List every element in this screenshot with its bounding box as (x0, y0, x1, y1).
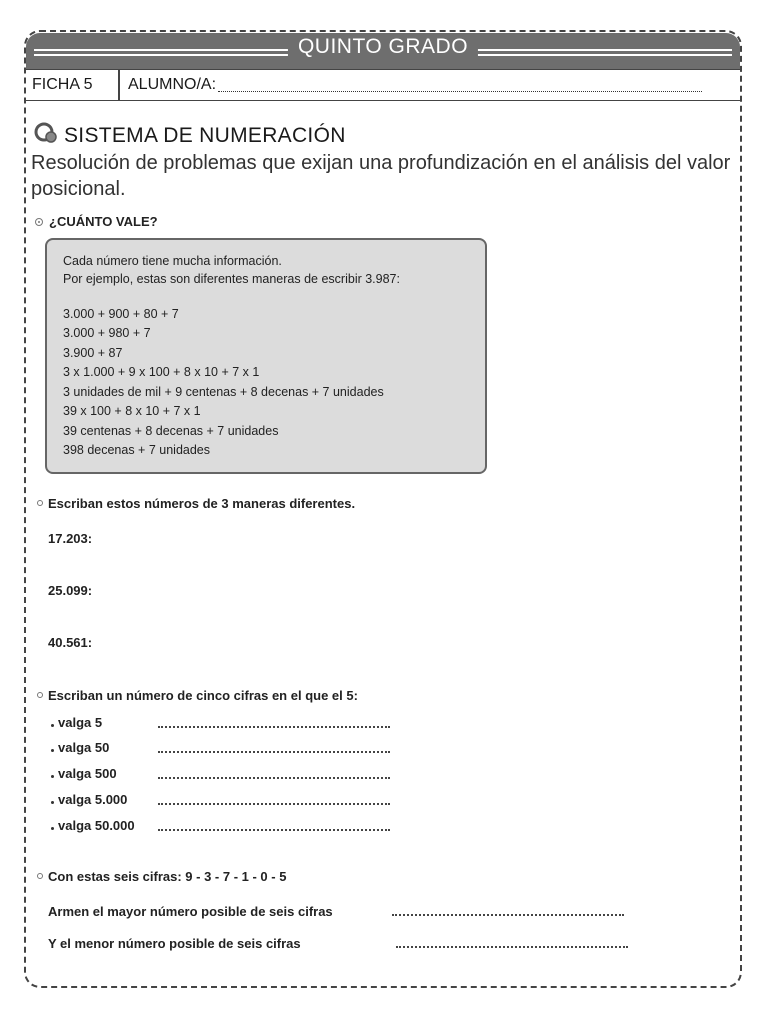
example-box (45, 238, 487, 474)
valga-answer-line[interactable] (158, 829, 390, 831)
example-line: 3 x 1.000 + 9 x 100 + 8 x 10 + 7 x 1 (63, 365, 260, 379)
grade-title: QUINTO GRADO (288, 35, 478, 59)
bullet-dot (51, 724, 54, 727)
exercise3-instruction: Con estas seis cifras: 9 - 3 - 7 - 1 - 0 - 5 (48, 869, 287, 884)
menor-answer-line[interactable] (396, 946, 628, 948)
example-line: 3 unidades de mil + 9 centenas + 8 decenas + 7 unidades (63, 385, 384, 399)
valga-label: valga 5.000 (58, 792, 128, 807)
example-line: 39 centenas + 8 decenas + 7 unidades (63, 424, 279, 438)
magnifier-icon (34, 122, 60, 144)
grade-header-bar (26, 33, 740, 69)
bullet-icon (37, 500, 43, 506)
bullet-icon (37, 873, 43, 879)
ficha-row (26, 69, 740, 101)
exercise2-instruction: Escriban un número de cinco cifras en el que el 5: (48, 688, 358, 703)
exercise1-number: 17.203: (48, 531, 93, 546)
exercise1-instruction: Escriban estos números de 3 maneras diferentes. (48, 496, 356, 511)
cuanto-vale-heading: ¿CUÁNTO VALE? (49, 214, 158, 229)
mayor-answer-line[interactable] (392, 914, 624, 916)
valga-answer-line[interactable] (158, 777, 390, 779)
example-line: 398 decenas + 7 unidades (63, 443, 210, 457)
menor-numero-label: Y el menor número posible de seis cifras (48, 936, 301, 951)
bullet-dot (51, 801, 54, 804)
example-line: 3.900 + 87 (63, 346, 123, 360)
ficha-divider (118, 70, 120, 100)
valga-label: valga 50.000 (58, 818, 135, 833)
section-title: SISTEMA DE NUMERACIÓN (64, 124, 346, 147)
bullet-dot (51, 749, 54, 752)
bullet-dot (51, 775, 54, 778)
mayor-numero-label: Armen el mayor número posible de seis cifras (48, 904, 333, 919)
bullet-icon (37, 692, 43, 698)
example-line: 3.000 + 980 + 7 (63, 326, 151, 340)
valga-label: valga 5 (58, 715, 103, 730)
alumno-name-field[interactable] (218, 91, 702, 92)
section-subtitle: Resolución de problemas que exijan una profundización en el análisis del valor posicional. (31, 152, 731, 200)
bullet-dot (51, 827, 54, 830)
alumno-label: ALUMNO/A: (128, 76, 217, 93)
example-line: Por ejemplo, estas son diferentes maneras de escribir 3.987: (63, 272, 400, 286)
ficha-label: FICHA 5 (32, 76, 93, 93)
valga-answer-line[interactable] (158, 726, 390, 728)
valga-label: valga 500 (58, 766, 117, 781)
example-line: Cada número tiene mucha información. (63, 254, 282, 268)
bullet-icon (35, 218, 43, 226)
exercise1-number: 40.561: (48, 635, 93, 650)
example-line: 3.000 + 900 + 80 + 7 (63, 307, 179, 321)
exercise1-number: 25.099: (48, 583, 93, 598)
valga-answer-line[interactable] (158, 751, 390, 753)
valga-answer-line[interactable] (158, 803, 390, 805)
example-line: 39 x 100 + 8 x 10 + 7 x 1 (63, 404, 201, 418)
valga-label: valga 50 (58, 740, 110, 755)
